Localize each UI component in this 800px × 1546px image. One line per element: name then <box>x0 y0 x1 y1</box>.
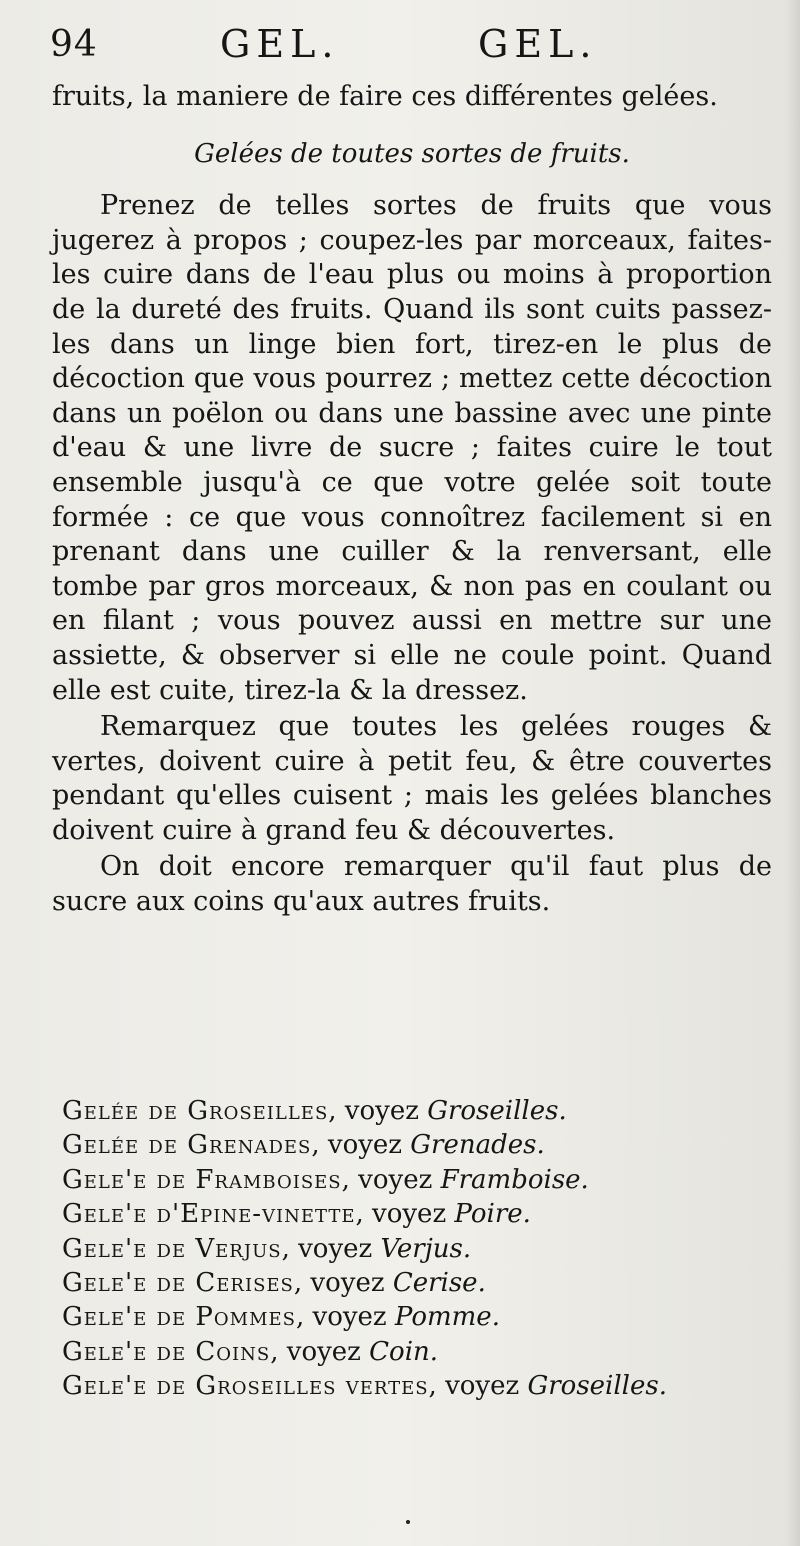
paragraph-3: On doit encore remarquer qu'il faut plus de sucre aux coins qu'aux autres fruits. <box>52 851 772 918</box>
paragraph-2: Remarquez que toutes les gelées rouges & vertes, doivent cuire à petit feu, & être couvertes pendant qu'elles cuisent ; mais les gelées blanches doivent cuire à grand feu & découvertes. <box>52 711 772 846</box>
entry-target: Framboise. <box>440 1164 589 1195</box>
opening-text: fruits, la maniere de faire ces différentes gelées. <box>52 81 718 112</box>
page-header <box>50 22 780 70</box>
cross-reference-list <box>62 1094 772 1404</box>
entry-separator: , voyez <box>270 1336 370 1367</box>
entry-separator: , voyez <box>341 1164 441 1195</box>
cross-reference-item <box>62 1128 772 1162</box>
section-heading: Gelées de toutes sortes de fruits. <box>194 138 630 169</box>
entry-title: Gele'e de Groseilles vertes <box>62 1371 429 1402</box>
entry-title: Gele'e de Pommes <box>62 1302 296 1333</box>
entry-target: Groseilles. <box>527 1371 667 1402</box>
entry-separator: , voyez <box>328 1096 428 1126</box>
cross-reference-item <box>62 1163 772 1197</box>
page-edge-shadow <box>786 0 800 1546</box>
entry-separator: , voyez <box>428 1371 528 1402</box>
paragraph-1: Prenez de telles sortes de fruits que vous jugerez à propos ; coupez-les par morceaux, faites-les cuire dans de l'eau plus ou moins à proportion de la dureté des fruits. Quand ils sont cuits passez-les dans un linge bien fort, tirez-en le plus de décoction que vous pourrez ; mettez cette décoction dans un poëlon ou dans une bassine avec une pinte d'eau & une livre de sucre ; faites cuire le tout ensemble jusqu'à ce que votre gelée soit toute formée : ce que vous connoîtrez facilement si en prenant dans une cuiller & la renversant, elle tombe par gros morceaux, & non pas en coulant ou en filant ; vous pouvez aussi en mettre sur une assiette, & observer si elle ne coule point. Quand elle est cuite, tirez-la & la dressez. <box>52 190 772 706</box>
cross-reference-item <box>62 1335 772 1369</box>
entry-target: Coin. <box>369 1336 439 1367</box>
entry-separator: , voyez <box>311 1130 411 1161</box>
page-number: 94 <box>50 24 98 65</box>
running-head-left: GEL. <box>220 22 340 66</box>
entry-separator: , voyez <box>281 1233 381 1264</box>
entry-target: Pomme. <box>394 1302 500 1333</box>
entry-title: Gele'e de Verjus <box>62 1233 282 1264</box>
entry-separator: , voyez <box>355 1199 455 1230</box>
entry-title: Gele'e de Framboises <box>62 1164 342 1195</box>
entry-title: Gelée de Groseilles <box>62 1096 329 1126</box>
cross-reference-item <box>62 1197 772 1231</box>
entry-separator: , voyez <box>293 1268 393 1299</box>
entry-target: Grenades. <box>410 1130 545 1161</box>
body-text <box>52 80 772 920</box>
cross-reference-item <box>62 1232 772 1266</box>
entry-target: Verjus. <box>380 1233 472 1264</box>
cross-reference-item <box>62 1094 772 1128</box>
cross-reference-item <box>62 1369 772 1403</box>
entry-title: Gelée de Grenades <box>62 1130 312 1161</box>
running-head-right: GEL. <box>478 22 598 66</box>
ink-dot <box>406 1520 410 1524</box>
entry-target: Groseilles. <box>427 1096 567 1126</box>
entry-title: Gele'e de Cerises <box>62 1268 294 1299</box>
entry-separator: , voyez <box>295 1302 395 1333</box>
cross-reference-item <box>62 1300 772 1334</box>
entry-target: Poire. <box>454 1199 531 1230</box>
entry-target: Cerise. <box>392 1268 486 1299</box>
cross-reference-item <box>62 1266 772 1300</box>
entry-title: Gele'e d'Epine-vinette <box>62 1199 356 1230</box>
entry-title: Gele'e de Coins <box>62 1336 271 1367</box>
